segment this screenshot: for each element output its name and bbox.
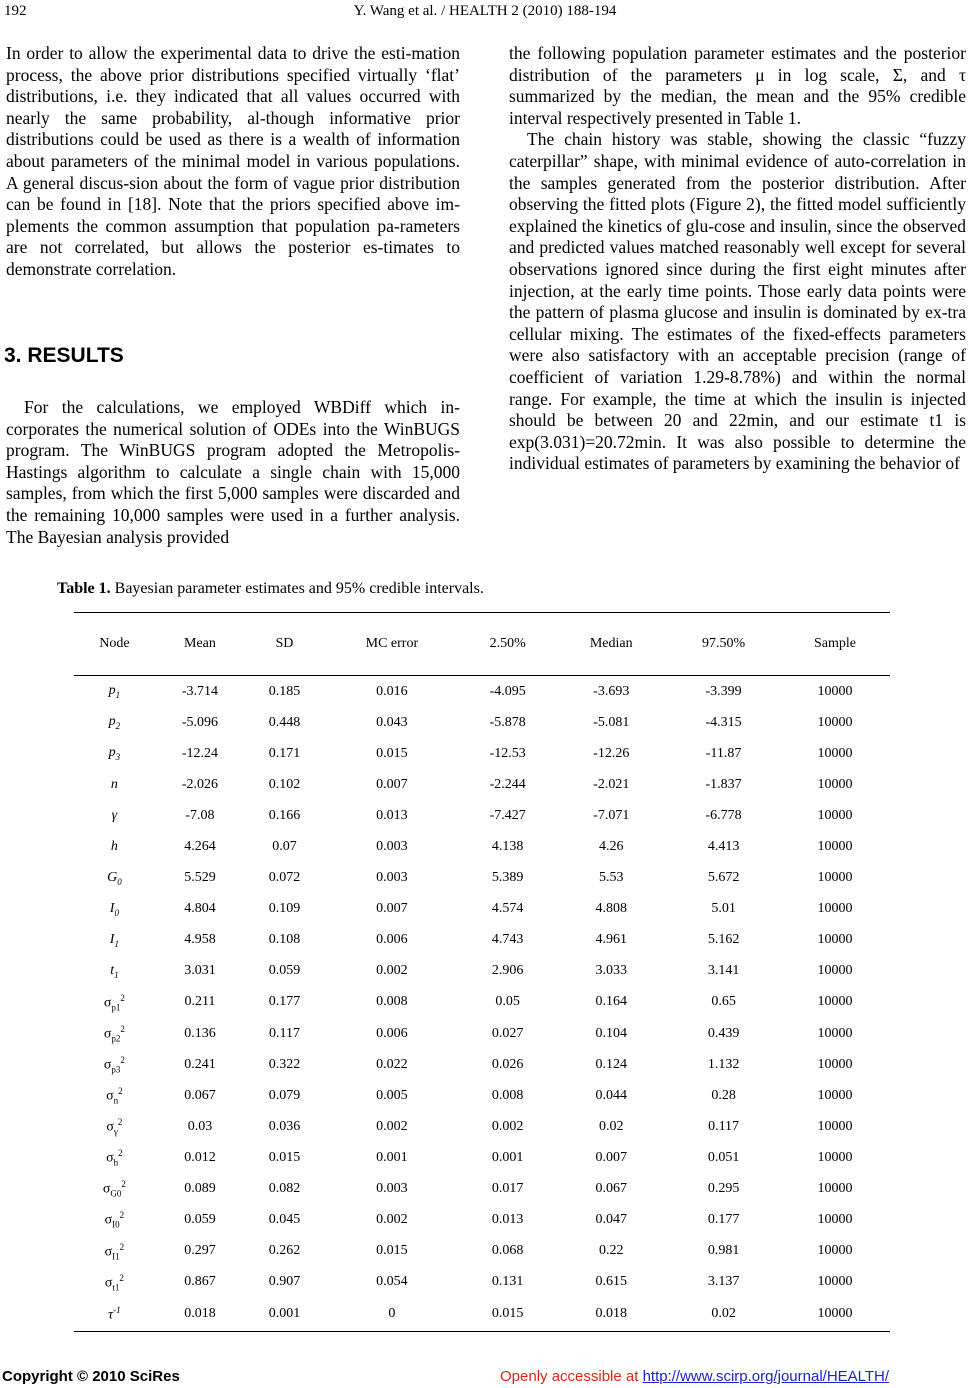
table-cell: 4.264 bbox=[184, 839, 216, 855]
parameter-estimates-table bbox=[74, 612, 890, 1332]
table-cell: 0.117 bbox=[268, 1025, 300, 1041]
node-cell bbox=[74, 676, 155, 708]
table-cell: -5.081 bbox=[593, 714, 630, 730]
node-cell bbox=[74, 1080, 155, 1111]
table-cell: 0.001 bbox=[245, 1298, 324, 1332]
table-row bbox=[74, 1111, 890, 1142]
table-row bbox=[74, 769, 890, 800]
table-cell: 0.07 bbox=[272, 839, 297, 855]
table-row bbox=[74, 707, 890, 738]
table-cell: 0.117 bbox=[708, 1118, 740, 1134]
node-symbol: p bbox=[108, 714, 116, 730]
table-cell: 0.002 bbox=[376, 963, 408, 979]
table-row bbox=[74, 1080, 890, 1111]
table-cell: 0.008 bbox=[376, 994, 408, 1010]
table-cell: 10000 bbox=[817, 1087, 853, 1103]
table-cell: 5.162 bbox=[707, 932, 740, 948]
table-cell: 0.047 bbox=[595, 1212, 627, 1228]
table-cell: 0.003 bbox=[376, 1181, 408, 1197]
table-cell: 0.981 bbox=[707, 1243, 740, 1259]
table-cell: -6.778 bbox=[705, 807, 742, 823]
table-row bbox=[74, 1267, 890, 1298]
table-cell: 4.26 bbox=[598, 839, 624, 855]
node-symbol: σ bbox=[102, 1181, 111, 1197]
table-cell: 10000 bbox=[817, 932, 853, 948]
table-cell: 10000 bbox=[817, 994, 853, 1010]
table-cell: 0.22 bbox=[598, 1243, 624, 1259]
node-subscript: I0 bbox=[112, 1219, 120, 1230]
node-cell bbox=[74, 1018, 155, 1049]
table-cell: 10000 bbox=[817, 1274, 853, 1290]
table-cell: 0.297 bbox=[184, 1243, 216, 1259]
table-cell: 4.958 bbox=[184, 932, 216, 948]
node-subscript: 1 bbox=[114, 938, 119, 949]
table-cell: 0.164 bbox=[595, 994, 627, 1010]
table-cell: 0.005 bbox=[376, 1087, 408, 1103]
node-symbol: τ bbox=[108, 1307, 114, 1323]
table-row bbox=[74, 800, 890, 831]
column-header: Mean bbox=[155, 613, 245, 676]
table-cell: 4.804 bbox=[184, 901, 216, 917]
node-subscript: 3 bbox=[115, 752, 121, 763]
table-cell: 0.054 bbox=[376, 1274, 408, 1290]
node-subscript: γ bbox=[113, 1126, 118, 1137]
section-heading-results: 3. RESULTS bbox=[4, 344, 124, 367]
node-symbol: σ bbox=[104, 1275, 113, 1291]
table-cell: 0.448 bbox=[268, 714, 301, 730]
column-header: 2.50% bbox=[460, 613, 555, 676]
table-cell: 0.013 bbox=[376, 807, 408, 823]
node-subscript: 2 bbox=[115, 721, 121, 732]
table-cell: 10000 bbox=[817, 1025, 853, 1041]
node-cell bbox=[74, 1174, 155, 1205]
table-cell: 0.015 bbox=[376, 745, 408, 761]
paragraph-chain-history: The chain history was stable, showing the classic “fuzzy caterpillar” shape, with minimal evidence of auto-correlation in the samples generated from the posterior distribution. After observing the fitted plots (Figure 2), the fitted model sufficiently explained the kinetics of glu-cose and insulin, since the observed and predicted values matched reasonably well except for several observations ignored since during the first eight minutes after injection, at the early time points. Those early data points were the pattern of plasma glucose and insulin is dominated by ex-tra cellular mixing. The estimates of the fixed-effects parameters were also satisfactory with an acceptable precision (range of coefficient of variation 1.29-8.78%) and within the normal range. For example, the time at which the insulin is injected should be between 20 and 22min, and our estimate t1 is exp(3.031)=20.72min. It was also possible to determine the individual estimates of parameters by examining the behavior of bbox=[509, 129, 966, 474]
node-subscript: 0 bbox=[117, 876, 122, 887]
node-cell bbox=[74, 831, 155, 862]
table-caption-label: Table 1. bbox=[57, 580, 111, 597]
node-cell bbox=[74, 769, 155, 800]
table-cell: -4.095 bbox=[489, 683, 526, 699]
node-cell bbox=[74, 863, 155, 894]
journal-link[interactable]: http://www.scirp.org/journal/HEALTH/ bbox=[642, 1368, 890, 1385]
table-cell: 0.008 bbox=[491, 1087, 524, 1103]
table-cell: 0.002 bbox=[376, 1118, 408, 1134]
table-row bbox=[74, 1049, 890, 1080]
node-subscript: p2 bbox=[111, 1033, 121, 1044]
node-cell bbox=[74, 925, 155, 956]
table-cell: -12.24 bbox=[181, 745, 219, 761]
table-cell: 10000 bbox=[817, 745, 853, 761]
node-superscript: 2 bbox=[119, 1272, 124, 1283]
column-header: 97.50% bbox=[667, 613, 780, 676]
table-cell: -12.53 bbox=[489, 745, 526, 761]
table-cell: -4.315 bbox=[705, 714, 742, 730]
table-cell: 0.177 bbox=[707, 1212, 740, 1228]
table-row bbox=[74, 1205, 890, 1236]
node-superscript: 2 bbox=[120, 1023, 125, 1034]
node-superscript: 2 bbox=[117, 1117, 123, 1128]
table-cell: 0.322 bbox=[268, 1056, 301, 1072]
table-cell: 0.211 bbox=[184, 994, 216, 1010]
table-cell: 4.574 bbox=[491, 901, 524, 917]
node-subscript: h bbox=[113, 1157, 119, 1168]
table-cell: -7.08 bbox=[185, 807, 215, 823]
table-cell: 0.043 bbox=[376, 714, 408, 730]
table-cell: 5.529 bbox=[184, 870, 216, 886]
table-cell: 0.109 bbox=[268, 901, 301, 917]
footer-access bbox=[500, 1368, 889, 1385]
table-cell: 0.006 bbox=[376, 1025, 408, 1041]
table-cell: 4.743 bbox=[491, 932, 524, 948]
node-subscript: 1 bbox=[115, 689, 121, 700]
node-subscript: G0 bbox=[110, 1188, 122, 1199]
table-cell: 0.102 bbox=[268, 776, 301, 792]
node-cell bbox=[74, 738, 155, 769]
table-cell: 0.001 bbox=[491, 1149, 524, 1165]
node-superscript: 2 bbox=[120, 992, 125, 1003]
table-cell: 0.241 bbox=[184, 1056, 216, 1072]
table-cell: -2.021 bbox=[593, 776, 630, 792]
node-subscript: p1 bbox=[111, 1002, 121, 1013]
table-cell: 0.059 bbox=[268, 963, 301, 979]
table-caption bbox=[57, 580, 484, 598]
running-title: Y. Wang et al. / HEALTH 2 (2010) 188-194 bbox=[353, 3, 617, 19]
table-cell: 0.03 bbox=[187, 1118, 213, 1134]
table-cell: 0.067 bbox=[184, 1087, 216, 1103]
node-cell bbox=[74, 894, 155, 925]
table-cell: 0.177 bbox=[268, 994, 301, 1010]
node-superscript: 2 bbox=[120, 1054, 125, 1065]
node-cell bbox=[74, 1205, 155, 1236]
table-cell: -5.878 bbox=[489, 714, 526, 730]
table-cell: 0.018 bbox=[155, 1298, 245, 1332]
footer-access-text: Openly accessible at bbox=[500, 1368, 643, 1385]
table-cell: 0.171 bbox=[268, 745, 301, 761]
node-symbol: h bbox=[110, 839, 118, 855]
table-cell: 0.615 bbox=[595, 1274, 627, 1290]
table-cell: 0.907 bbox=[268, 1274, 301, 1290]
table-row bbox=[74, 738, 890, 769]
table-row bbox=[74, 1298, 890, 1332]
node-cell bbox=[74, 1142, 155, 1173]
table-cell: 0.045 bbox=[268, 1212, 301, 1228]
table-caption-text: Bayesian parameter estimates and 95% credible intervals. bbox=[110, 580, 484, 597]
table-cell: 0.131 bbox=[491, 1274, 524, 1290]
table-cell: 10000 bbox=[817, 776, 853, 792]
table-cell: 0.015 bbox=[268, 1149, 301, 1165]
table-cell: 10000 bbox=[817, 1181, 853, 1197]
table-cell: -2.244 bbox=[489, 776, 526, 792]
table-cell: 0.015 bbox=[460, 1298, 555, 1332]
table-cell: 4.961 bbox=[595, 932, 627, 948]
node-cell bbox=[74, 1267, 155, 1298]
node-superscript: 2 bbox=[119, 1241, 125, 1252]
table-cell: 10000 bbox=[817, 963, 853, 979]
node-subscript: 0 bbox=[114, 907, 119, 918]
table-cell: 0.036 bbox=[268, 1118, 301, 1134]
table-cell: 0.007 bbox=[376, 776, 408, 792]
node-subscript: I1 bbox=[112, 1250, 120, 1261]
table-cell: 0.012 bbox=[184, 1149, 216, 1165]
column-header: Node bbox=[74, 613, 155, 676]
node-subscript: t1 bbox=[112, 1282, 120, 1293]
node-superscript: 2 bbox=[118, 1148, 123, 1159]
table-cell: 0.867 bbox=[184, 1274, 216, 1290]
table-row bbox=[74, 1174, 890, 1205]
table-cell: 3.137 bbox=[707, 1274, 740, 1290]
page-number: 192 bbox=[4, 3, 27, 19]
table-body bbox=[74, 676, 890, 1332]
node-cell bbox=[74, 987, 155, 1018]
table-cell: 0.051 bbox=[707, 1149, 740, 1165]
table-cell: -7.071 bbox=[593, 807, 630, 823]
table-cell: 4.808 bbox=[595, 901, 627, 917]
table-cell: 0.015 bbox=[376, 1243, 408, 1259]
table-cell: 0.003 bbox=[376, 870, 408, 886]
table-cell: 0.28 bbox=[711, 1087, 736, 1103]
table-cell: 0.026 bbox=[491, 1056, 524, 1072]
node-superscript: 2 bbox=[121, 1179, 126, 1190]
table-cell: 3.141 bbox=[707, 963, 740, 979]
table-header-row bbox=[74, 613, 890, 676]
node-cell bbox=[74, 1049, 155, 1080]
table-row bbox=[74, 831, 890, 862]
node-cell bbox=[74, 956, 155, 987]
node-cell bbox=[74, 1111, 155, 1142]
table-cell: 10000 bbox=[817, 683, 853, 699]
table-cell: 0.02 bbox=[667, 1298, 780, 1332]
node-subscript: p3 bbox=[111, 1064, 121, 1075]
table-row bbox=[74, 863, 890, 894]
node-symbol: σ bbox=[106, 1088, 114, 1104]
table-cell: 10000 bbox=[817, 807, 853, 823]
node-symbol: σ bbox=[103, 1026, 112, 1042]
table-cell: 0.006 bbox=[376, 932, 408, 948]
node-symbol: σ bbox=[104, 1244, 113, 1260]
node-superscript: -1 bbox=[113, 1305, 121, 1316]
table-cell: 0.185 bbox=[268, 683, 301, 699]
node-cell bbox=[74, 1298, 155, 1332]
node-subscript: 1 bbox=[114, 969, 119, 980]
table-cell: -12.26 bbox=[593, 745, 630, 761]
table-cell: 0.079 bbox=[268, 1087, 301, 1103]
table-cell: 5.53 bbox=[598, 870, 624, 886]
node-superscript: 2 bbox=[119, 1210, 125, 1221]
table-cell: 5.389 bbox=[491, 870, 524, 886]
node-symbol: p bbox=[108, 683, 116, 699]
table-row bbox=[74, 1236, 890, 1267]
table-cell: 10000 bbox=[817, 1149, 853, 1165]
column-header: Median bbox=[555, 613, 667, 676]
table-cell: 0.017 bbox=[491, 1181, 524, 1197]
node-superscript: 2 bbox=[118, 1086, 123, 1097]
left-column-results bbox=[6, 397, 460, 548]
table-cell: 10000 bbox=[817, 1118, 853, 1134]
table-cell: 0.082 bbox=[268, 1181, 301, 1197]
node-subscript: n bbox=[113, 1095, 119, 1106]
table-cell: 0.136 bbox=[184, 1025, 216, 1041]
node-symbol: σ bbox=[104, 1213, 113, 1229]
table-cell: 10000 bbox=[780, 1298, 890, 1332]
table-cell: 0.166 bbox=[268, 807, 301, 823]
table-cell: -1.837 bbox=[705, 776, 742, 792]
table-cell: -2.026 bbox=[181, 776, 219, 792]
paragraph-calculations: For the calculations, we employed WBDiff which in-corporates the numerical solution of ODEs into the WinBUGS program. The WinBUGS program adopted the Metropolis-Hastings algorithm to calculate a single chain with 15,000 samples, from which the first 5,000 samples were discarded and the remaining 10,000 samples were used in a further analysis. The Bayesian analysis provided bbox=[6, 397, 460, 547]
table-cell: 0.068 bbox=[491, 1243, 524, 1259]
table-cell: 0.013 bbox=[491, 1212, 524, 1228]
table-cell: 4.413 bbox=[707, 839, 740, 855]
table-cell: -3.399 bbox=[705, 683, 742, 699]
table-cell: 5.01 bbox=[711, 901, 736, 917]
column-header: SD bbox=[245, 613, 324, 676]
table-cell: 0.124 bbox=[595, 1056, 627, 1072]
table-cell: 1.132 bbox=[707, 1056, 740, 1072]
column-header: Sample bbox=[780, 613, 890, 676]
table-cell: 3.031 bbox=[184, 963, 216, 979]
node-symbol: I bbox=[109, 931, 115, 947]
table-cell: -3.693 bbox=[593, 683, 630, 699]
table-cell: 0.295 bbox=[707, 1181, 740, 1197]
table-row bbox=[74, 956, 890, 987]
table-cell: 0.027 bbox=[491, 1025, 524, 1041]
table-cell: 0.65 bbox=[711, 994, 736, 1010]
table-cell: 0.02 bbox=[598, 1118, 624, 1134]
paragraph-estimates: the following population parameter estimates and the posterior distribution of the parameters μ in log scale, Σ, and τ summarized by the median, the mean and the 95% credible interval respectively presented in Table 1. bbox=[509, 43, 966, 128]
node-symbol: σ bbox=[106, 1150, 114, 1166]
table-row bbox=[74, 1142, 890, 1173]
node-symbol: p bbox=[108, 745, 116, 761]
right-column bbox=[509, 43, 966, 475]
table-cell: 0.072 bbox=[268, 870, 301, 886]
node-symbol: σ bbox=[103, 995, 112, 1011]
table-row bbox=[74, 894, 890, 925]
table-cell: 0.439 bbox=[707, 1025, 740, 1041]
paragraph-priors: In order to allow the experimental data to drive the esti-mation process, the above prior distributions specified virtually ‘flat’ distributions, i.e. they indicated that all values occurred with nearly the same probability, al-though informative prior distributions could be used as there is a wealth of information about parameters of the minimal model in various populations. A general discus-sion about the form of vague prior distribution can be found in [18]. Note that the priors specified above im-plements the common assumption that population pa-rameters are not correlated, but allows the posterior es-timates to demonstrate correlation. bbox=[6, 43, 460, 279]
table-cell: 10000 bbox=[817, 901, 853, 917]
node-cell bbox=[74, 707, 155, 738]
table-row bbox=[74, 676, 890, 708]
table-cell: 4.138 bbox=[491, 839, 524, 855]
table-cell: 0.001 bbox=[376, 1149, 408, 1165]
table-row bbox=[74, 1018, 890, 1049]
table-cell: 0.002 bbox=[376, 1212, 408, 1228]
table-cell: 3.033 bbox=[595, 963, 627, 979]
node-symbol: σ bbox=[106, 1119, 114, 1135]
table-cell: 10000 bbox=[817, 839, 853, 855]
table-row bbox=[74, 987, 890, 1018]
node-cell bbox=[74, 1236, 155, 1267]
footer-copyright: Copyright © 2010 SciRes bbox=[2, 1368, 180, 1385]
table-cell: 10000 bbox=[817, 1056, 853, 1072]
node-symbol: I bbox=[109, 900, 115, 916]
table-cell: -7.427 bbox=[489, 807, 526, 823]
node-symbol: σ bbox=[103, 1057, 112, 1073]
node-symbol: γ bbox=[111, 807, 118, 823]
table-cell: 0.016 bbox=[376, 683, 408, 699]
table-cell: 10000 bbox=[817, 714, 853, 730]
table-cell: 5.672 bbox=[707, 870, 740, 886]
table-cell: 0.007 bbox=[595, 1149, 627, 1165]
column-header: MC error bbox=[324, 613, 460, 676]
table-cell: 2.906 bbox=[491, 963, 524, 979]
table-cell: 0.108 bbox=[268, 932, 301, 948]
table-row bbox=[74, 925, 890, 956]
node-cell bbox=[74, 800, 155, 831]
table-cell: 0.067 bbox=[595, 1181, 627, 1197]
table-cell: 0.022 bbox=[376, 1056, 408, 1072]
table-cell: 0.089 bbox=[184, 1181, 216, 1197]
table-cell: 0.002 bbox=[491, 1118, 524, 1134]
table-cell: 0.262 bbox=[268, 1243, 301, 1259]
table-cell: 0.104 bbox=[595, 1025, 627, 1041]
table-cell: 0.003 bbox=[376, 839, 408, 855]
table-cell: 10000 bbox=[817, 1212, 853, 1228]
node-symbol: G bbox=[107, 869, 118, 885]
node-symbol: n bbox=[110, 776, 118, 792]
table-cell: 0.044 bbox=[595, 1087, 627, 1103]
table-cell: 10000 bbox=[817, 870, 853, 886]
table-cell: 0.059 bbox=[184, 1212, 216, 1228]
table-cell: -5.096 bbox=[181, 714, 219, 730]
table-cell: -11.87 bbox=[705, 745, 742, 761]
table-cell: 0.007 bbox=[376, 901, 408, 917]
table-cell: 0.018 bbox=[555, 1298, 667, 1332]
left-column-top bbox=[6, 43, 460, 281]
table-cell: 0.05 bbox=[495, 994, 520, 1010]
table-cell: 10000 bbox=[817, 1243, 853, 1259]
table-cell: 0 bbox=[324, 1298, 460, 1332]
table-cell: -3.714 bbox=[181, 683, 219, 699]
node-symbol: t bbox=[110, 962, 115, 978]
